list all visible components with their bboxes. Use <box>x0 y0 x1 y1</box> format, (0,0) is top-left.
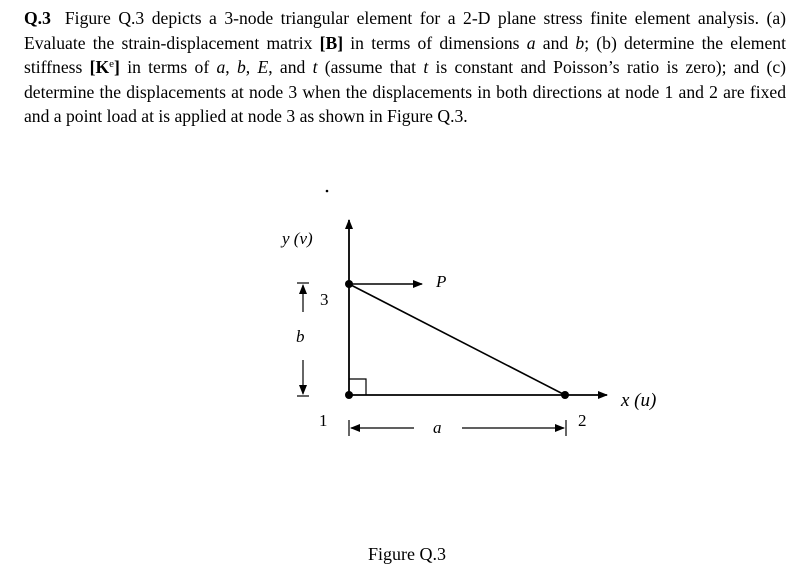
question-segment: a <box>216 57 226 77</box>
node-1-marker <box>345 391 353 399</box>
load-label: P <box>436 272 447 291</box>
question-segment: and <box>535 32 576 53</box>
dim-a-label: a <box>433 418 442 437</box>
x-axis-label: x (u) <box>621 390 657 411</box>
question-segment: , <box>225 57 237 77</box>
question-segment: e <box>109 58 115 70</box>
question-segment: , and <box>268 57 313 77</box>
stray-dot <box>326 190 329 193</box>
question-segment: t <box>312 57 318 77</box>
y-axis-label: y (v) <box>282 229 313 248</box>
node-3-label: 3 <box>320 290 329 309</box>
question-number: Q.3 <box>24 8 51 28</box>
question-segment: B <box>325 32 338 53</box>
node-2-marker <box>561 391 569 399</box>
question-segment: a <box>526 32 536 53</box>
node-2-label: 2 <box>578 411 587 430</box>
question-segment: (assume that <box>317 57 424 77</box>
question-segment: b <box>236 57 246 77</box>
question-segment: is constant and Poisson’s ratio is zero); and (c) determine the displacements at node 3 when the displacements in both directions at node 1 and 2 are fixed and a point load at is applied at node 3 as shown in Figure Q.3. <box>24 57 786 126</box>
question-segment: ] <box>114 57 120 77</box>
question-segment: Figure Q.3 depicts a 3-node triangular element for a 2-D plane stress finite element analysis. (a) Evaluate the strain-displacement matrix <box>24 8 786 53</box>
question-segment: in terms of dimensions <box>343 32 527 53</box>
question-segment: E <box>257 57 269 77</box>
question-segment: , <box>245 57 258 77</box>
node-3-marker <box>345 280 353 288</box>
dim-b-label: b <box>296 327 305 346</box>
question-segment: in terms of <box>119 57 217 77</box>
node-1-label: 1 <box>319 411 328 430</box>
question-segment: ; (b) determine the element stiffness <box>24 32 786 77</box>
figure-caption: Figure Q.3 <box>368 544 446 564</box>
question-segment: ] <box>337 32 344 53</box>
question-segment: b <box>575 32 585 53</box>
question-segment: [ <box>89 57 96 77</box>
question-segment: t <box>423 57 429 77</box>
question-segment: [ <box>319 32 326 53</box>
question-segment: K <box>95 57 110 77</box>
element-edge-3-2 <box>349 284 565 395</box>
